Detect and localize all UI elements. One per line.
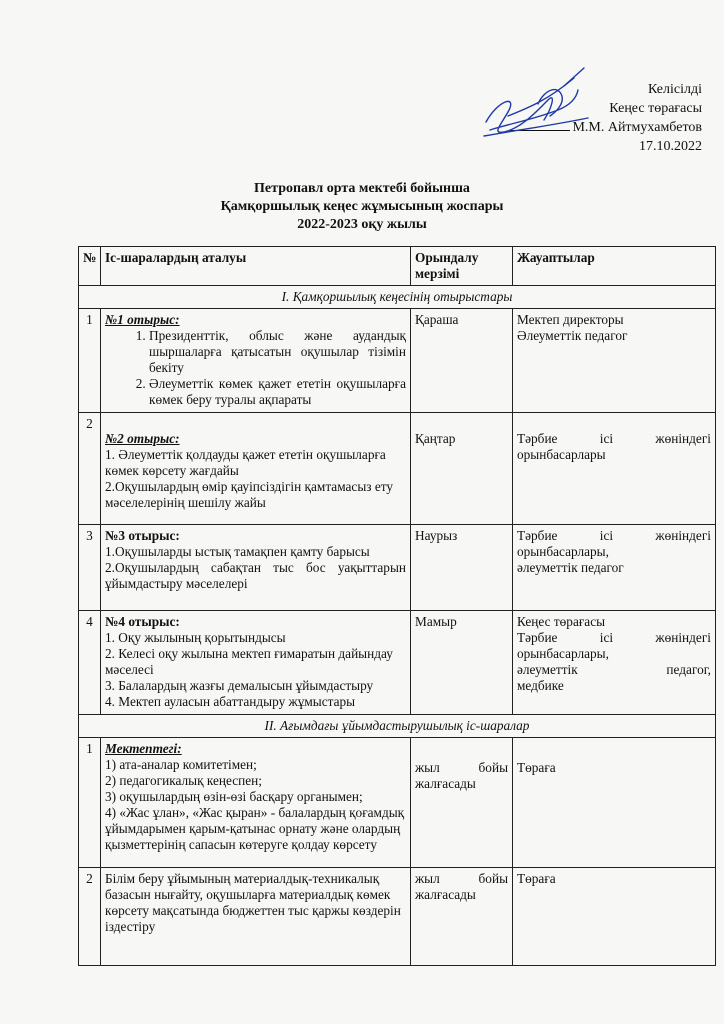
header-num: №	[79, 247, 101, 286]
row-event	[101, 413, 411, 525]
deadline-text: жыл бойы жалғасады	[415, 871, 508, 902]
responsible-line: Тәрбие ісі жөніндегі орынбасарлары,	[517, 528, 711, 559]
agenda-item: 2.Оқушылардың сабақтан тыс бос уақыттарын ұйымдастыру мәселелері	[105, 560, 406, 591]
document-title	[0, 180, 724, 234]
row-num: 2	[79, 413, 101, 525]
row-responsible	[513, 525, 716, 611]
title-line-1: Петропавл орта мектебі бойынша	[254, 181, 470, 196]
row-deadline: Наурыз	[411, 525, 513, 611]
row-event: Білім беру ұйымының материалдық-техникалық базасын нығайту, оқушыларға материалдық көмек көрсету мақсатында бюджеттен тыс қаржы көздерін іздестіру	[101, 868, 411, 966]
row-responsible	[513, 413, 716, 525]
table-row	[79, 738, 716, 868]
header-deadline: Орындалу мерзімі	[411, 247, 513, 286]
responsible-line: Кеңес төрағасы	[517, 614, 606, 629]
header-responsible: Жауаптылар	[513, 247, 716, 286]
header-row	[79, 247, 716, 286]
agenda-item: 2. Әлеуметтік көмек қажет ететін оқушыларға көмек беру туралы ақпараты	[149, 376, 406, 408]
title-line-3: 2022-2023 оқу жылы	[297, 217, 427, 232]
row-deadline: Қаңтар	[411, 413, 513, 525]
agenda-item: 1. Президенттік, облыс және аудандық шыршаларға қатысатын оқушылар тізімін бекіту	[149, 328, 406, 376]
row-event	[101, 309, 411, 413]
item-title: Мектептегі:	[105, 741, 182, 756]
title-line-2: Қамқоршылық кеңес жұмысының жоспары	[220, 199, 504, 214]
handwritten-signature	[478, 60, 593, 150]
row-responsible: Төраға	[513, 868, 716, 966]
responsible-line: әлеуметтік педагог	[517, 560, 624, 575]
approval-name: М.М. Айтмухамбетов	[572, 120, 702, 135]
responsible-line: медбике	[517, 678, 564, 693]
responsible-line: Мектеп директоры	[517, 312, 624, 327]
approval-label: Келісілді	[648, 82, 702, 97]
item-line: 3) оқушылардың өзін-өзі басқару органымен;	[105, 789, 363, 804]
agenda-item: 1.Оқушыларды ыстық тамақпен қамту барысы	[105, 544, 370, 559]
row-num: 1	[79, 309, 101, 413]
meeting-title: №2 отырыс:	[105, 431, 180, 446]
meeting-title: №3 отырыс:	[105, 528, 180, 543]
row-event	[101, 611, 411, 715]
row-responsible: Төраға	[513, 738, 716, 868]
agenda-item: 2. Келесі оқу жылына мектеп ғимаратын дайындау мәселесі	[105, 646, 393, 677]
responsible-line: әлеуметтік педагог,	[517, 662, 711, 677]
agenda-item: 2.Оқушылардың өмір қауіпсіздігін қамтамасыз ету мәселелерінің шешілу жайы	[105, 479, 394, 510]
approval-date: 17.10.2022	[639, 139, 702, 154]
section-row-1	[79, 286, 716, 309]
table-row	[79, 868, 716, 966]
table-row	[79, 309, 716, 413]
item-line: 2) педагогикалық кеңеспен;	[105, 773, 262, 788]
item-line: 4) «Жас ұлан», «Жас қыран» - балалардың қоғамдық ұйымдарымен қарым-қатынас орнату және олардың қызметтерінің сапасын көтеруге қолдау көрсету	[105, 805, 405, 852]
row-event	[101, 525, 411, 611]
header-event: Іс-шаралардың аталуы	[101, 247, 411, 286]
row-deadline	[411, 738, 513, 868]
row-deadline: Мамыр	[411, 611, 513, 715]
plan-table	[78, 246, 716, 966]
meeting-title: №4 отырыс:	[105, 614, 180, 629]
section-1-title: I. Қамқоршылық кеңесінің отырыстары	[79, 286, 716, 309]
agenda-item: 4. Мектеп ауласын абаттандыру жұмыстары	[105, 694, 356, 709]
section-2-title: II. Ағымдағы ұйымдастырушылық іс-шаралар	[79, 715, 716, 738]
agenda-item: 1. Әлеуметтік қолдауды қажет ететін оқушыларға көмек көрсету жағдайы	[105, 447, 386, 478]
section-row-2	[79, 715, 716, 738]
responsible-line: Әлеуметтік педагог	[517, 328, 628, 343]
row-num: 2	[79, 868, 101, 966]
row-responsible	[513, 611, 716, 715]
meeting-title: №1 отырыс:	[105, 312, 180, 327]
responsible-line: Тәрбие ісі жөніндегі орынбасарлары	[517, 431, 711, 462]
responsible-line: Тәрбие ісі жөніндегі орынбасарлары,	[517, 630, 711, 661]
row-num: 3	[79, 525, 101, 611]
item-line: 1) ата-аналар комитетімен;	[105, 757, 257, 772]
agenda-item: 3. Балалардың жазғы демалысын ұйымдастыру	[105, 678, 374, 693]
table-row	[79, 611, 716, 715]
row-num: 1	[79, 738, 101, 868]
approval-position: Кеңес төрағасы	[609, 101, 702, 116]
row-num: 4	[79, 611, 101, 715]
row-responsible	[513, 309, 716, 413]
deadline-text: жыл бойы жалғасады	[415, 760, 508, 791]
row-deadline	[411, 868, 513, 966]
table-row	[79, 525, 716, 611]
meeting-agenda	[105, 328, 406, 408]
agenda-item: 1. Оқу жылының қорытындысы	[105, 630, 286, 645]
table-row	[79, 413, 716, 525]
row-deadline: Қараша	[411, 309, 513, 413]
row-event	[101, 738, 411, 868]
